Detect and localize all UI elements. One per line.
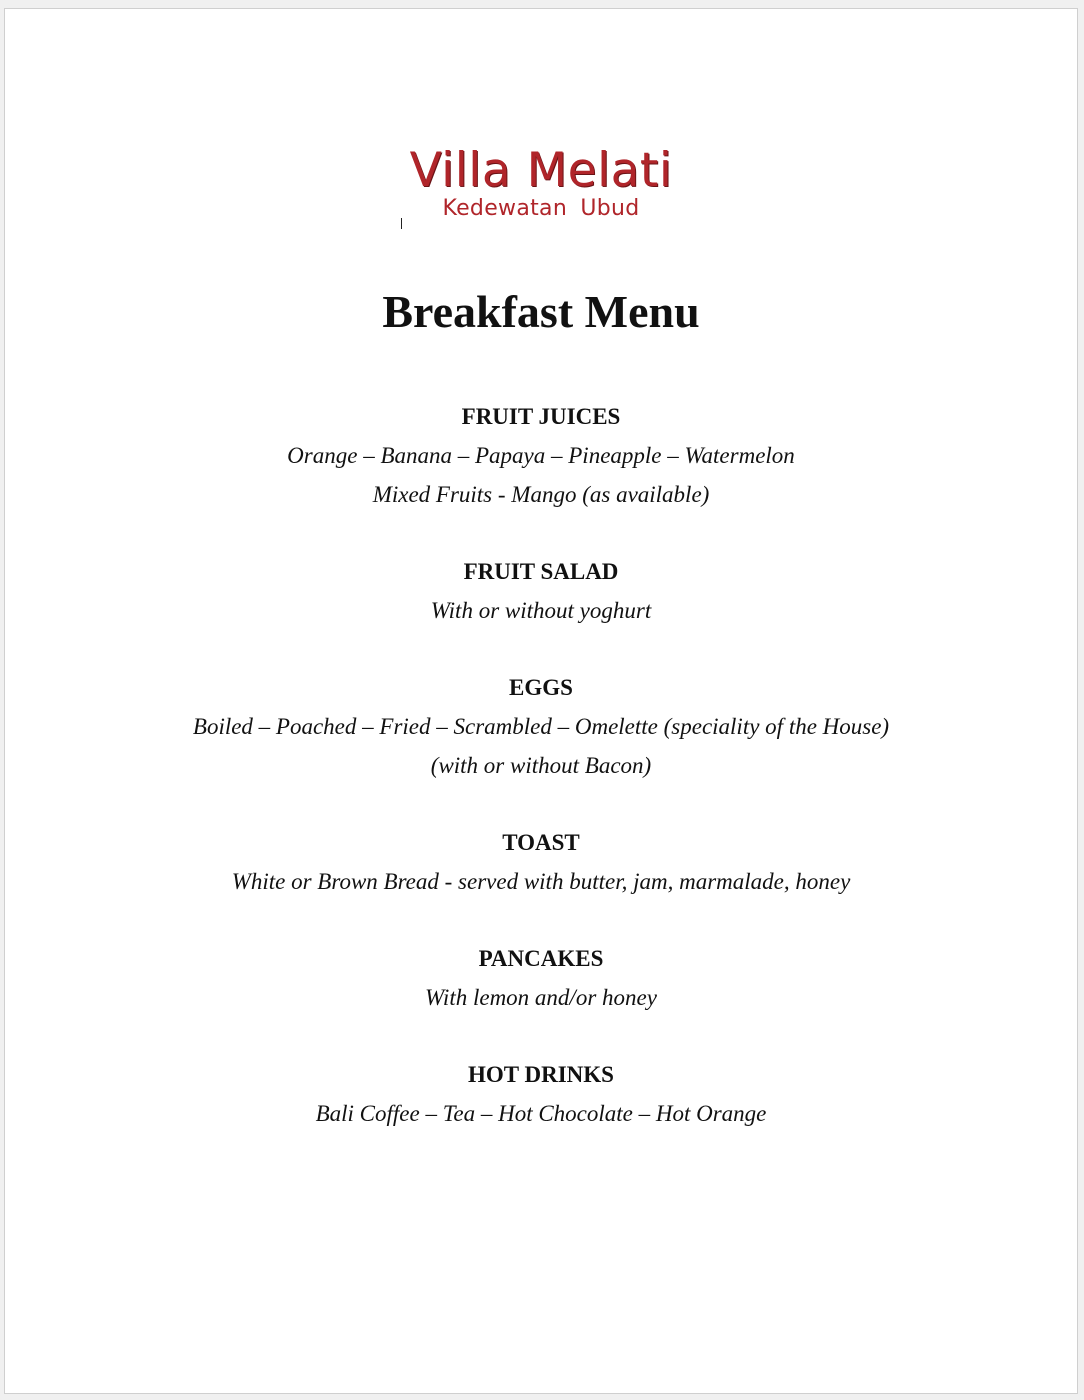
- section-item-line: White or Brown Bread - served with butter, jam, marmalade, honey: [231, 869, 851, 894]
- section-item-line: Mixed Fruits - Mango (as available): [372, 482, 710, 507]
- section-heading: PANCAKES: [478, 946, 604, 971]
- villa-logo: [5, 145, 1077, 221]
- section-heading: TOAST: [502, 830, 580, 855]
- section-item-line: Boiled – Poached – Fried – Scrambled – Omelette (speciality of the House): [192, 714, 890, 739]
- section-heading: FRUIT JUICES: [461, 404, 621, 429]
- section-heading: FRUIT SALAD: [463, 559, 619, 584]
- logo-name: Villa Melati: [409, 143, 673, 198]
- document-page: [4, 8, 1078, 1394]
- menu-section-fruit-juices: [5, 397, 1077, 514]
- menu-section-pancakes: [5, 939, 1077, 1017]
- section-heading: EGGS: [509, 675, 573, 700]
- menu-sections: [5, 397, 1077, 1171]
- section-item-line: (with or without Bacon): [430, 753, 652, 778]
- section-heading: HOT DRINKS: [468, 1062, 614, 1087]
- menu-section-fruit-salad: [5, 552, 1077, 630]
- text-cursor: [401, 218, 402, 229]
- section-item-line: With lemon and/or honey: [425, 985, 657, 1010]
- section-item-line: Orange – Banana – Papaya – Pineapple – Watermelon: [287, 443, 795, 468]
- section-item-line: With or without yoghurt: [430, 598, 652, 623]
- menu-section-eggs: [5, 668, 1077, 785]
- section-item-line: Bali Coffee – Tea – Hot Chocolate – Hot Orange: [315, 1101, 767, 1126]
- menu-section-hot-drinks: [5, 1055, 1077, 1133]
- page-title: Breakfast Menu: [382, 286, 700, 337]
- logo-subtitle: Kedewatan Ubud: [442, 196, 640, 221]
- menu-section-toast: [5, 823, 1077, 901]
